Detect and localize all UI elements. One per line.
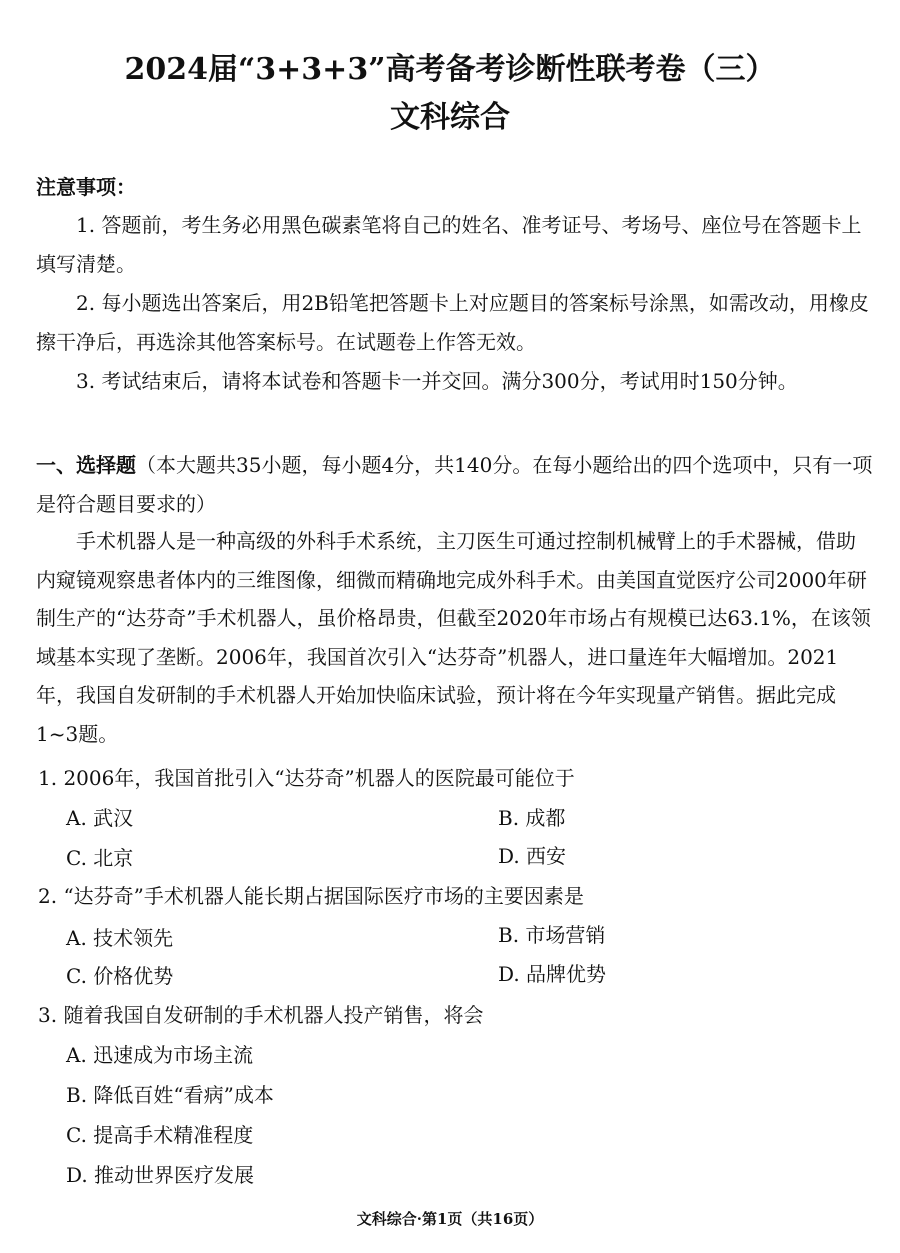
section-header [36, 446, 874, 523]
question-option: B. 降低百姓“看病”成本 [66, 1083, 274, 1107]
question-option: C. 价格优势 [66, 964, 174, 988]
question-option: D. 品牌优势 [498, 962, 607, 986]
question-option: A. 迅速成为市场主流 [66, 1043, 254, 1067]
question-option: C. 提高手术精准程度 [66, 1123, 254, 1147]
notice-item: 2. 每小题选出答案后，用2B铅笔把答题卡上对应题目的答案标号涂黑，如需改动，用橡皮擦干净后，再选涂其他答案标号。在试题卷上作答无效。 [36, 291, 869, 354]
question-stem: 1. 2006年，我国首批引入“达芬奇”机器人的医院最可能位于 [38, 766, 575, 790]
question-option: D. 推动世界医疗发展 [66, 1163, 255, 1187]
exam-subject: 文科综合 [390, 100, 510, 135]
section-label: 一、选择题 [36, 453, 136, 477]
notice-item: 1. 答题前，考生务必用黑色碳素笔将自己的姓名、准考证号、考场号、座位号在答题卡上填写清楚。 [36, 213, 862, 276]
question-stem: 3. 随着我国自发研制的手术机器人投产销售，将会 [38, 1003, 484, 1027]
question-option: D. 西安 [498, 844, 567, 868]
section-description: （本大题共35小题，每小题4分，共140分。在每小题给出的四个选项中，只有一项是符合题目要求的） [36, 453, 873, 516]
question-option: B. 市场营销 [498, 923, 606, 947]
notice-heading: 注意事项： [36, 175, 136, 199]
question-option: B. 成都 [498, 806, 566, 830]
question-option: C. 北京 [66, 846, 134, 870]
question-stem: 2. “达芬奇”手术机器人能长期占据国际医疗市场的主要因素是 [38, 884, 584, 908]
exam-title: 2024届“3+3+3”高考备考诊断性联考卷（三） [124, 52, 776, 87]
notice-item: 3. 考试结束后，请将本试卷和答题卡一并交回。满分300分，考试用时150分钟。 [76, 369, 798, 393]
page-footer: 文科综合·第1页（共16页） [356, 1210, 544, 1228]
notice-list [36, 206, 874, 401]
question-option: A. 技术领先 [66, 926, 174, 950]
question-option: A. 武汉 [66, 806, 134, 830]
reading-passage: 手术机器人是一种高级的外科手术系统，主刀医生可通过控制机械臂上的手术器械，借助内窥镜观察患者体内的三维图像，细微而精确地完成外科手术。由美国直觉医疗公司2000年研制生产的“达芬奇”手术机器人，虽价格昂贵，但截至2020年市场占有规模已达63.1%，在该领域基本实现了垄断。2006年，我国首次引入“达芬奇”机器人，进口量连年大幅增加。2021年，我国自发研制的手术机器人开始加快临床试验，预计将在今年实现量产销售。据此完成1~3题。 [36, 529, 871, 746]
